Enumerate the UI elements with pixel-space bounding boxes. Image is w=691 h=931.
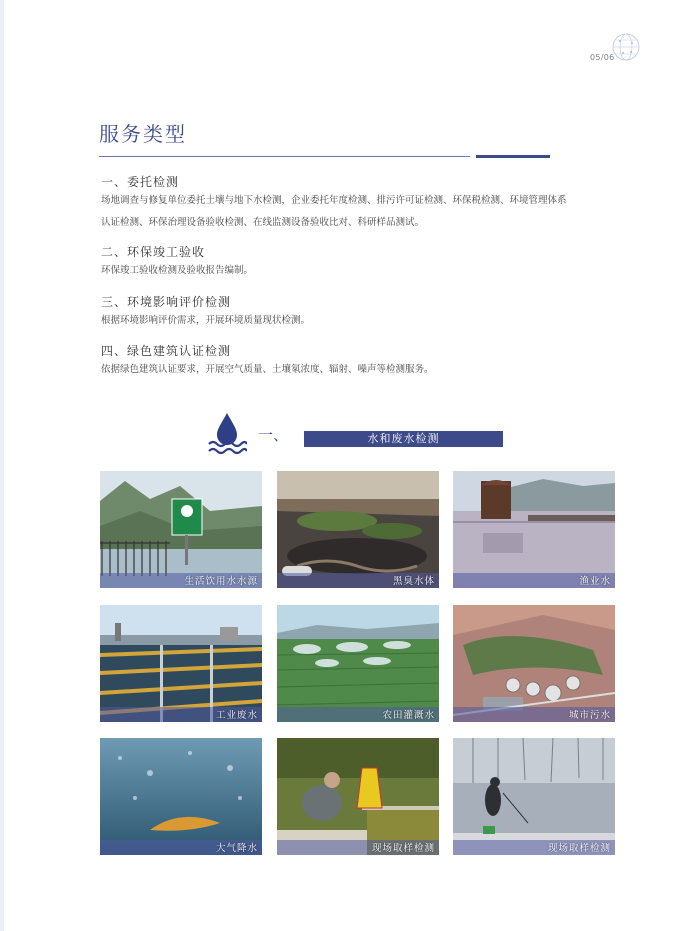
page-number: 05/06 xyxy=(590,53,615,62)
photo-precipitation xyxy=(100,738,262,855)
photo-caption: 农田灌溉水 xyxy=(382,710,435,721)
globe-icon xyxy=(611,32,641,62)
photo-on-site-sampling-lake xyxy=(453,738,615,855)
photo-caption: 现场取样检测 xyxy=(547,843,611,854)
water-drop-icon xyxy=(207,411,247,457)
banner-number: 一、 xyxy=(258,426,289,444)
photo-caption: 城市污水 xyxy=(568,710,611,721)
photo-farmland-irrigation xyxy=(277,605,439,722)
section-heading: 二、环保竣工验收 xyxy=(101,245,206,259)
section-text: 场地调查与修复单位委托土壤与地下水检测，企业委托年度检测、排污许可证检测、环保税检测、环境管理体系认证检测、环保治理设备验收检测、在线监测设备验收比对、科研样品测试。 xyxy=(101,195,567,228)
section-text: 环保竣工验收检测及验收报告编制。 xyxy=(101,265,254,276)
photo-caption: 渔业水 xyxy=(579,576,611,587)
photo-drinking-water-source xyxy=(100,471,262,588)
section-text: 依据绿色建筑认证要求，开展空气质量、土壤氡浓度、辐射、噪声等检测服务。 xyxy=(101,364,434,375)
photo-caption: 现场取样检测 xyxy=(371,843,435,854)
section-text: 根据环境影响评价需求，开展环境质量现状检测。 xyxy=(101,315,311,326)
photo-on-site-sampling-channel xyxy=(277,738,439,855)
section-heading: 四、绿色建筑认证检测 xyxy=(101,344,232,358)
photo-urban-sewage xyxy=(453,605,615,722)
photo-industrial-wastewater xyxy=(100,605,262,722)
title-rule-accent xyxy=(476,155,550,158)
title-rule xyxy=(99,156,470,157)
photo-caption: 大气降水 xyxy=(215,843,258,854)
photo-caption: 工业废水 xyxy=(215,710,258,721)
section-heading: 三、环境影响评价检测 xyxy=(101,295,232,309)
photo-black-odorous-water xyxy=(277,471,439,588)
page-title: 服务类型 xyxy=(99,122,187,146)
section-heading: 一、委托检测 xyxy=(101,175,180,189)
photo-fishery-water xyxy=(453,471,615,588)
photo-caption: 黑臭水体 xyxy=(392,576,435,587)
photo-caption: 生活饮用水水源 xyxy=(184,576,258,587)
banner-label: 水和废水检测 xyxy=(304,431,503,447)
page-edge xyxy=(0,0,4,931)
